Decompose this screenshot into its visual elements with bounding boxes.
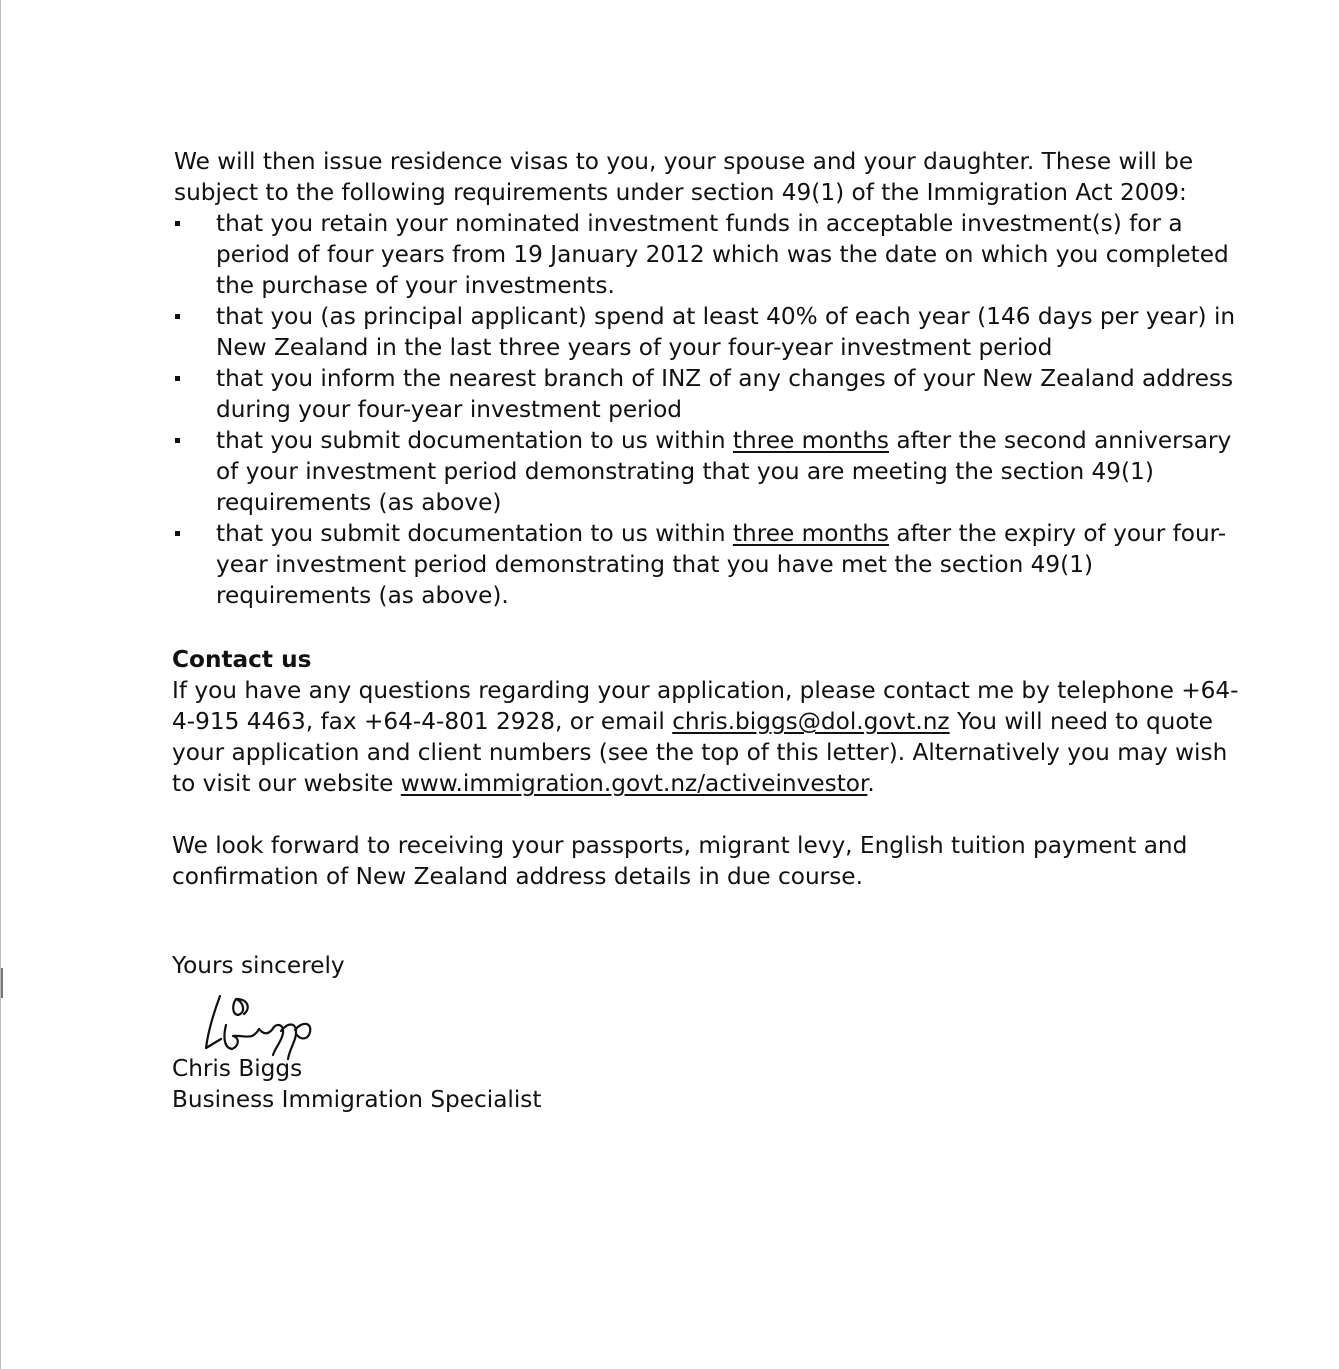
signature-icon [196, 987, 336, 1063]
requirement-item [172, 518, 1242, 611]
letter-body [172, 146, 1242, 1115]
requirement-item [172, 425, 1242, 518]
requirements-list [172, 208, 1242, 611]
requirement-text-end: after the expiry of your four-year investment period demonstrating that you have met the section 49(1) requirements (as above). [216, 520, 1227, 609]
requirement-text: that you inform the nearest branch of INZ of any changes of your New Zealand address during your four-year investment period [216, 365, 1234, 423]
requirement-item [172, 363, 1242, 425]
bullet-icon [175, 221, 180, 226]
closing-paragraph: We look forward to receiving your passports, migrant levy, English tuition payment and confirmation of New Zealand address details in due course. [172, 832, 1188, 890]
bullet-icon [175, 314, 180, 319]
contact-heading: Contact us [172, 646, 312, 673]
bullet-icon [175, 438, 180, 443]
requirement-item [172, 301, 1242, 363]
underlined-deadline: three months [732, 427, 889, 454]
signer-block [172, 1053, 1242, 1115]
contact-paragraph [172, 675, 1242, 799]
requirement-text-start: that you submit documentation to us within [216, 427, 733, 454]
email-link[interactable]: chris.biggs@dol.govt.nz [672, 708, 950, 735]
intro-paragraph: We will then issue residence visas to you, your spouse and your daughter. These will be subject to the following requirements under section 49(1) of the Immigration Act 2009: [174, 148, 1194, 206]
bullet-icon [175, 531, 180, 536]
signer-title: Business Immigration Specialist [172, 1086, 542, 1113]
scan-edge-mark [1, 968, 3, 998]
underlined-deadline: three months [732, 520, 889, 547]
contact-text-3: . [867, 770, 875, 797]
requirement-text: that you retain your nominated investment funds in acceptable investment(s) for a period of four years from 19 January 2012 which was the date on which you completed the purchase of your investments. [216, 210, 1229, 299]
contact-text-2: You will need to quote your application and client numbers (see the top of this letter). Alternatively you may wish to visit our website [172, 708, 1228, 797]
signer-name: Chris Biggs [172, 1055, 303, 1082]
requirement-text-start: that you submit documentation to us within [216, 520, 733, 547]
contact-text-1: If you have any questions regarding your application, please contact me by telephone +64-4-915 4463, fax +64-4-801 2928, or email [172, 677, 1239, 735]
website-link[interactable]: www.immigration.govt.nz/activeinvestor [400, 770, 868, 797]
requirement-text-end: after the second anniversary of your investment period demonstrating that you are meeting the section 49(1) requirements (as above) [216, 427, 1232, 516]
scan-edge-line [0, 0, 1, 1369]
requirement-item [172, 208, 1242, 301]
bullet-icon [175, 376, 180, 381]
requirement-text: that you (as principal applicant) spend at least 40% of each year (146 days per year) in New Zealand in the last three years of your four-year investment period [216, 303, 1236, 361]
signoff: Yours sincerely [172, 952, 345, 979]
